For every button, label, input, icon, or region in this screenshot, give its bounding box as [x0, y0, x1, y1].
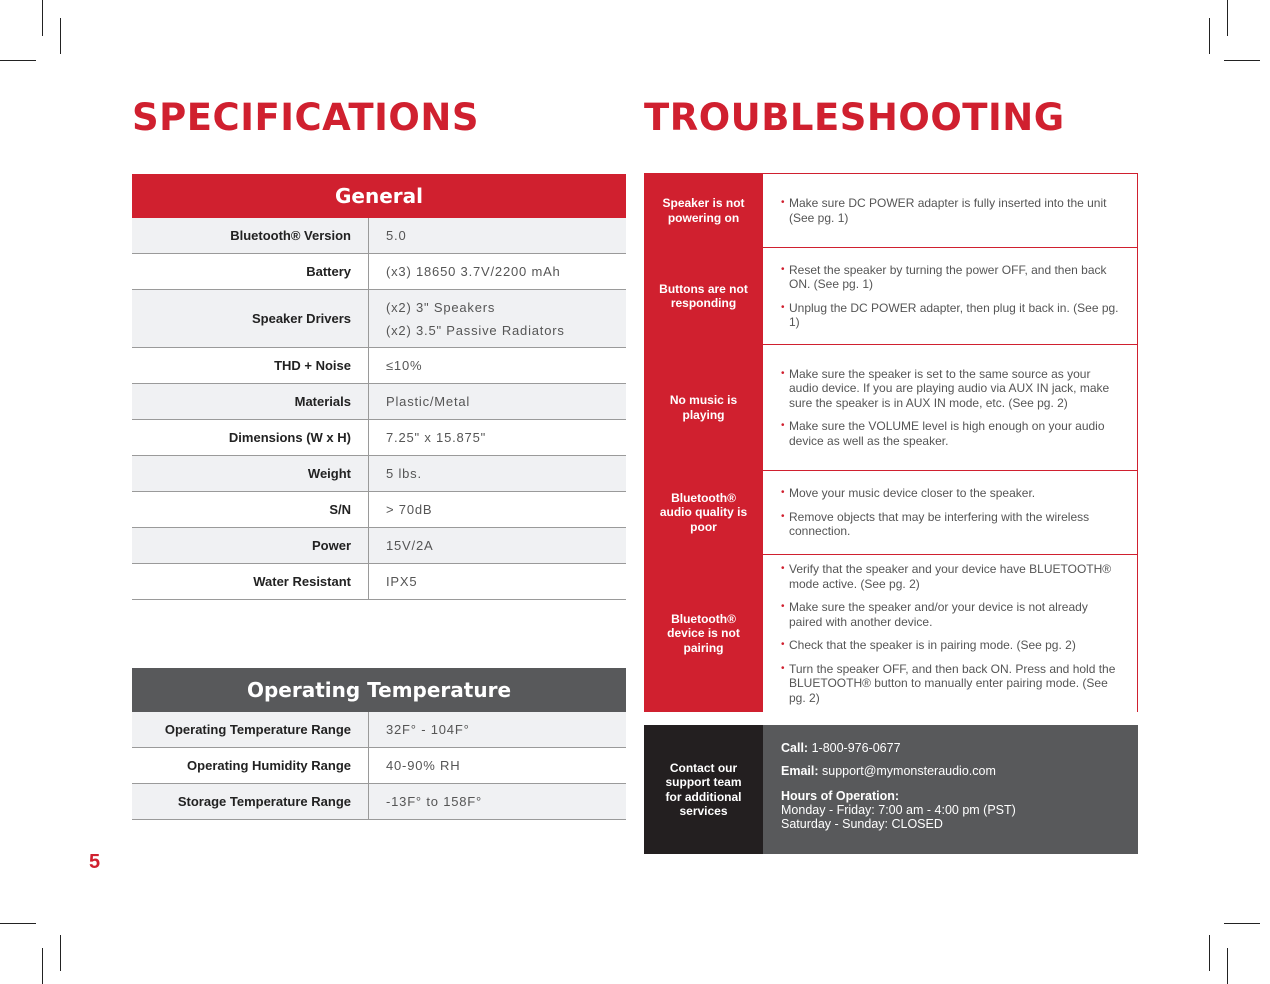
problem-label: Buttons are not responding — [644, 248, 763, 344]
spec-label: Operating Temperature Range — [132, 712, 369, 747]
spec-value — [369, 290, 626, 347]
spec-row — [132, 384, 626, 420]
spec-label: Battery — [132, 254, 369, 289]
solution-item: • Reset the speaker by turning the power OFF, and then back ON. (See pg. 1) — [781, 263, 1121, 292]
spec-row — [132, 748, 626, 784]
troubleshooting-row — [644, 345, 1138, 471]
spec-value-line: 15V/2A — [386, 538, 434, 553]
solution-item: • Unplug the DC POWER adapter, then plug it back in. (See pg. 1) — [781, 301, 1121, 330]
spec-row — [132, 712, 626, 748]
spec-value-line: (x2) 3.5" Passive Radiators — [386, 322, 565, 338]
general-spec-rows — [132, 218, 626, 600]
temperature-spec-table — [132, 668, 626, 820]
problem-label: Bluetooth® device is not pairing — [644, 555, 763, 712]
spec-row — [132, 784, 626, 820]
spec-row — [132, 348, 626, 384]
spec-value — [369, 218, 626, 253]
solution-list — [763, 471, 1137, 554]
solution-item: • Make sure the speaker is set to the same source as your audio device. If you are playing audio via AUX IN jack, make sure the speaker is in AUX IN mode, etc. (See pg. 2) — [781, 367, 1121, 411]
spec-value-line: ≤10% — [386, 358, 423, 373]
spec-value — [369, 420, 626, 455]
solution-item: • Make sure the VOLUME level is high enough on your audio device as well as the speaker. — [781, 419, 1121, 448]
spec-value-line: 7.25" x 15.875" — [386, 430, 487, 445]
contact-label: Contact our support team for additional services — [644, 725, 763, 854]
spec-row — [132, 420, 626, 456]
spec-value — [369, 456, 626, 491]
contact-phone: Call: 1-800-976-0677 — [781, 741, 901, 755]
contact-box — [644, 725, 1138, 854]
crop-mark — [1224, 60, 1260, 61]
spec-value — [369, 492, 626, 527]
crop-mark — [60, 935, 61, 971]
spec-label: Power — [132, 528, 369, 563]
general-spec-header: General — [132, 174, 626, 218]
solution-list — [763, 555, 1137, 712]
spec-row — [132, 254, 626, 290]
spec-value-line: 5.0 — [386, 228, 407, 243]
crop-mark — [42, 0, 43, 36]
solution-item: • Make sure DC POWER adapter is fully inserted into the unit (See pg. 1) — [781, 196, 1121, 225]
spec-label: Dimensions (W x H) — [132, 420, 369, 455]
spec-row — [132, 528, 626, 564]
solution-item: • Check that the speaker is in pairing mode. (See pg. 2) — [781, 638, 1121, 653]
crop-mark — [1227, 948, 1228, 984]
crop-mark — [1209, 935, 1210, 971]
problem-label: No music is playing — [644, 345, 763, 470]
spec-label: Materials — [132, 384, 369, 419]
spec-label: Bluetooth® Version — [132, 218, 369, 253]
spec-value — [369, 384, 626, 419]
crop-mark — [0, 923, 36, 924]
spec-row — [132, 456, 626, 492]
contact-details — [763, 725, 1138, 854]
spec-value-line: (x2) 3" Speakers — [386, 299, 496, 315]
general-spec-table — [132, 174, 626, 600]
page-number: 5 — [89, 851, 101, 873]
solution-list — [763, 248, 1137, 344]
crop-mark — [1209, 18, 1210, 54]
solution-item: • Turn the speaker OFF, and then back ON. Press and hold the BLUETOOTH® button to manually enter pairing mode. (See pg. 2) — [781, 662, 1121, 706]
crop-mark — [1224, 923, 1260, 924]
spec-row — [132, 290, 626, 348]
solution-list — [763, 345, 1137, 470]
spec-value — [369, 254, 626, 289]
solution-item: • Make sure the speaker and/or your device is not already paired with another device. — [781, 600, 1121, 629]
spec-value-line: 5 lbs. — [386, 466, 422, 481]
specifications-title: SPECIFICATIONS — [132, 96, 479, 139]
spec-value-line: 40-90% RH — [386, 758, 461, 773]
solution-item: • Move your music device closer to the speaker. — [781, 486, 1121, 501]
spec-label: Speaker Drivers — [132, 290, 369, 347]
spec-value-line: Plastic/Metal — [386, 394, 471, 409]
troubleshooting-row — [644, 248, 1138, 345]
crop-mark — [42, 948, 43, 984]
troubleshooting-table — [644, 173, 1138, 712]
contact-email: Email: support@mymonsteraudio.com — [781, 764, 996, 778]
spec-row — [132, 564, 626, 600]
crop-mark — [0, 60, 36, 61]
spec-label: S/N — [132, 492, 369, 527]
spec-value — [369, 348, 626, 383]
spec-value-line: > 70dB — [386, 502, 433, 517]
spec-value — [369, 564, 626, 599]
spec-label: THD + Noise — [132, 348, 369, 383]
troubleshooting-row — [644, 173, 1138, 248]
spec-value-line: -13F° to 158F° — [386, 794, 483, 809]
spec-value-line: (x3) 18650 3.7V/2200 mAh — [386, 264, 561, 279]
troubleshooting-row — [644, 555, 1138, 712]
solution-item: • Verify that the speaker and your device have BLUETOOTH® mode active. (See pg. 2) — [781, 562, 1121, 591]
temperature-spec-rows — [132, 712, 626, 820]
spec-value — [369, 528, 626, 563]
spec-value — [369, 784, 626, 819]
spec-value-line: IPX5 — [386, 574, 418, 589]
problem-label: Bluetooth® audio quality is poor — [644, 471, 763, 554]
spec-value-line: 32F° - 104F° — [386, 722, 470, 737]
spec-label: Operating Humidity Range — [132, 748, 369, 783]
spec-value — [369, 748, 626, 783]
crop-mark — [1227, 0, 1228, 36]
spec-label: Weight — [132, 456, 369, 491]
spec-value — [369, 712, 626, 747]
crop-mark — [60, 18, 61, 54]
spec-label: Storage Temperature Range — [132, 784, 369, 819]
spec-label: Water Resistant — [132, 564, 369, 599]
solution-item: • Remove objects that may be interfering with the wireless connection. — [781, 510, 1121, 539]
solution-list — [763, 174, 1137, 247]
problem-label: Speaker is not powering on — [644, 174, 763, 247]
troubleshooting-row — [644, 471, 1138, 555]
contact-hours: Hours of Operation: Monday - Friday: 7:00 am - 4:00 pm (PST) Saturday - Sunday: CLOSED — [781, 789, 1016, 831]
troubleshooting-title: TROUBLESHOOTING — [644, 96, 1065, 139]
spec-row — [132, 218, 626, 254]
spec-row — [132, 492, 626, 528]
temperature-spec-header: Operating Temperature — [132, 668, 626, 712]
